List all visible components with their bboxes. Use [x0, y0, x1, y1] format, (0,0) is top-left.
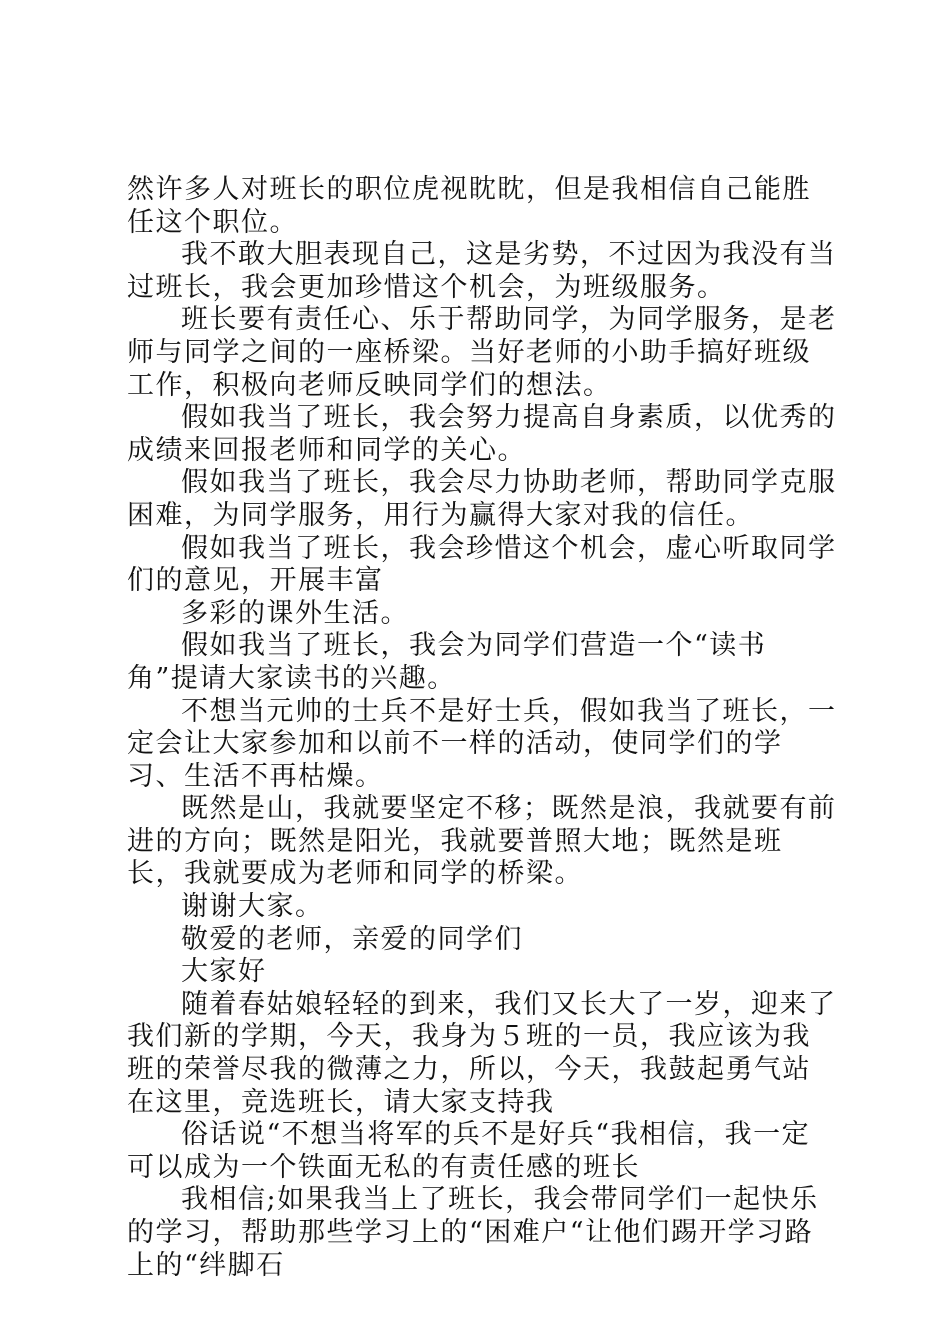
paragraph-3: 班长要有责任心、乐于帮助同学，为同学服务，是老师与同学之间的一座桥梁。当好老师的小助手搞好班级工作，积极向老师反映同学们的想法。	[127, 304, 837, 401]
paragraph-14: 随着春姑娘轻轻的到来，我们又长大了一岁，迎来了我们新的学期，今天，我身为５班的一员，我应该为我班的荣誉尽我的微薄之力，所以，今天，我鼓起勇气站在这里，竞选班长，请大家支持我	[127, 988, 837, 1118]
paragraph-5: 假如我当了班长，我会尽力协助老师，帮助同学克服困难，为同学服务，用行为赢得大家对我的信任。	[127, 467, 837, 531]
paragraph-10: 既然是山，我就要坚定不移；既然是浪，我就要有前进的方向；既然是阳光，我就要普照大地；既然是班长，我就要成为老师和同学的桥梁。	[127, 793, 837, 890]
paragraph-13: 大家好	[181, 956, 267, 988]
paragraph-2: 我不敢大胆表现自己，这是劣势，不过因为我没有当过班长，我会更加珍惜这个机会，为班级服务。	[127, 239, 837, 303]
paragraph-7: 多彩的课外生活。	[181, 597, 409, 629]
paragraph-12: 敬爱的老师，亲爱的同学们	[181, 923, 523, 955]
paragraph-9: 不想当元帅的士兵不是好士兵，假如我当了班长，一定会让大家参加和以前不一样的活动，使同学们的学习、生活不再枯燥。	[127, 695, 837, 792]
paragraph-16: 我相信;如果我当上了班长，我会带同学们一起快乐的学习，帮助那些学习上的“困难户“让他们踢开学习路上的“绊脚石	[127, 1184, 819, 1281]
paragraph-4: 假如我当了班长，我会努力提高自身素质，以优秀的成绩来回报老师和同学的关心。	[127, 402, 837, 466]
paragraph-1: 然许多人对班长的职位虎视眈眈，但是我相信自己能胜任这个职位。	[127, 174, 811, 238]
paragraph-6: 假如我当了班长，我会珍惜这个机会，虚心听取同学们的意见，开展丰富	[127, 532, 837, 597]
paragraph-8: 假如我当了班长，我会为同学们营造一个“读书角”提请大家读书的兴趣。	[127, 630, 767, 694]
document-body	[127, 174, 837, 1282]
paragraph-15: 俗话说“不想当将军的兵不是好兵“我相信，我一定可以成为一个铁面无私的有责任感的班长	[127, 1119, 811, 1183]
paragraph-11: 谢谢大家。	[181, 891, 324, 923]
